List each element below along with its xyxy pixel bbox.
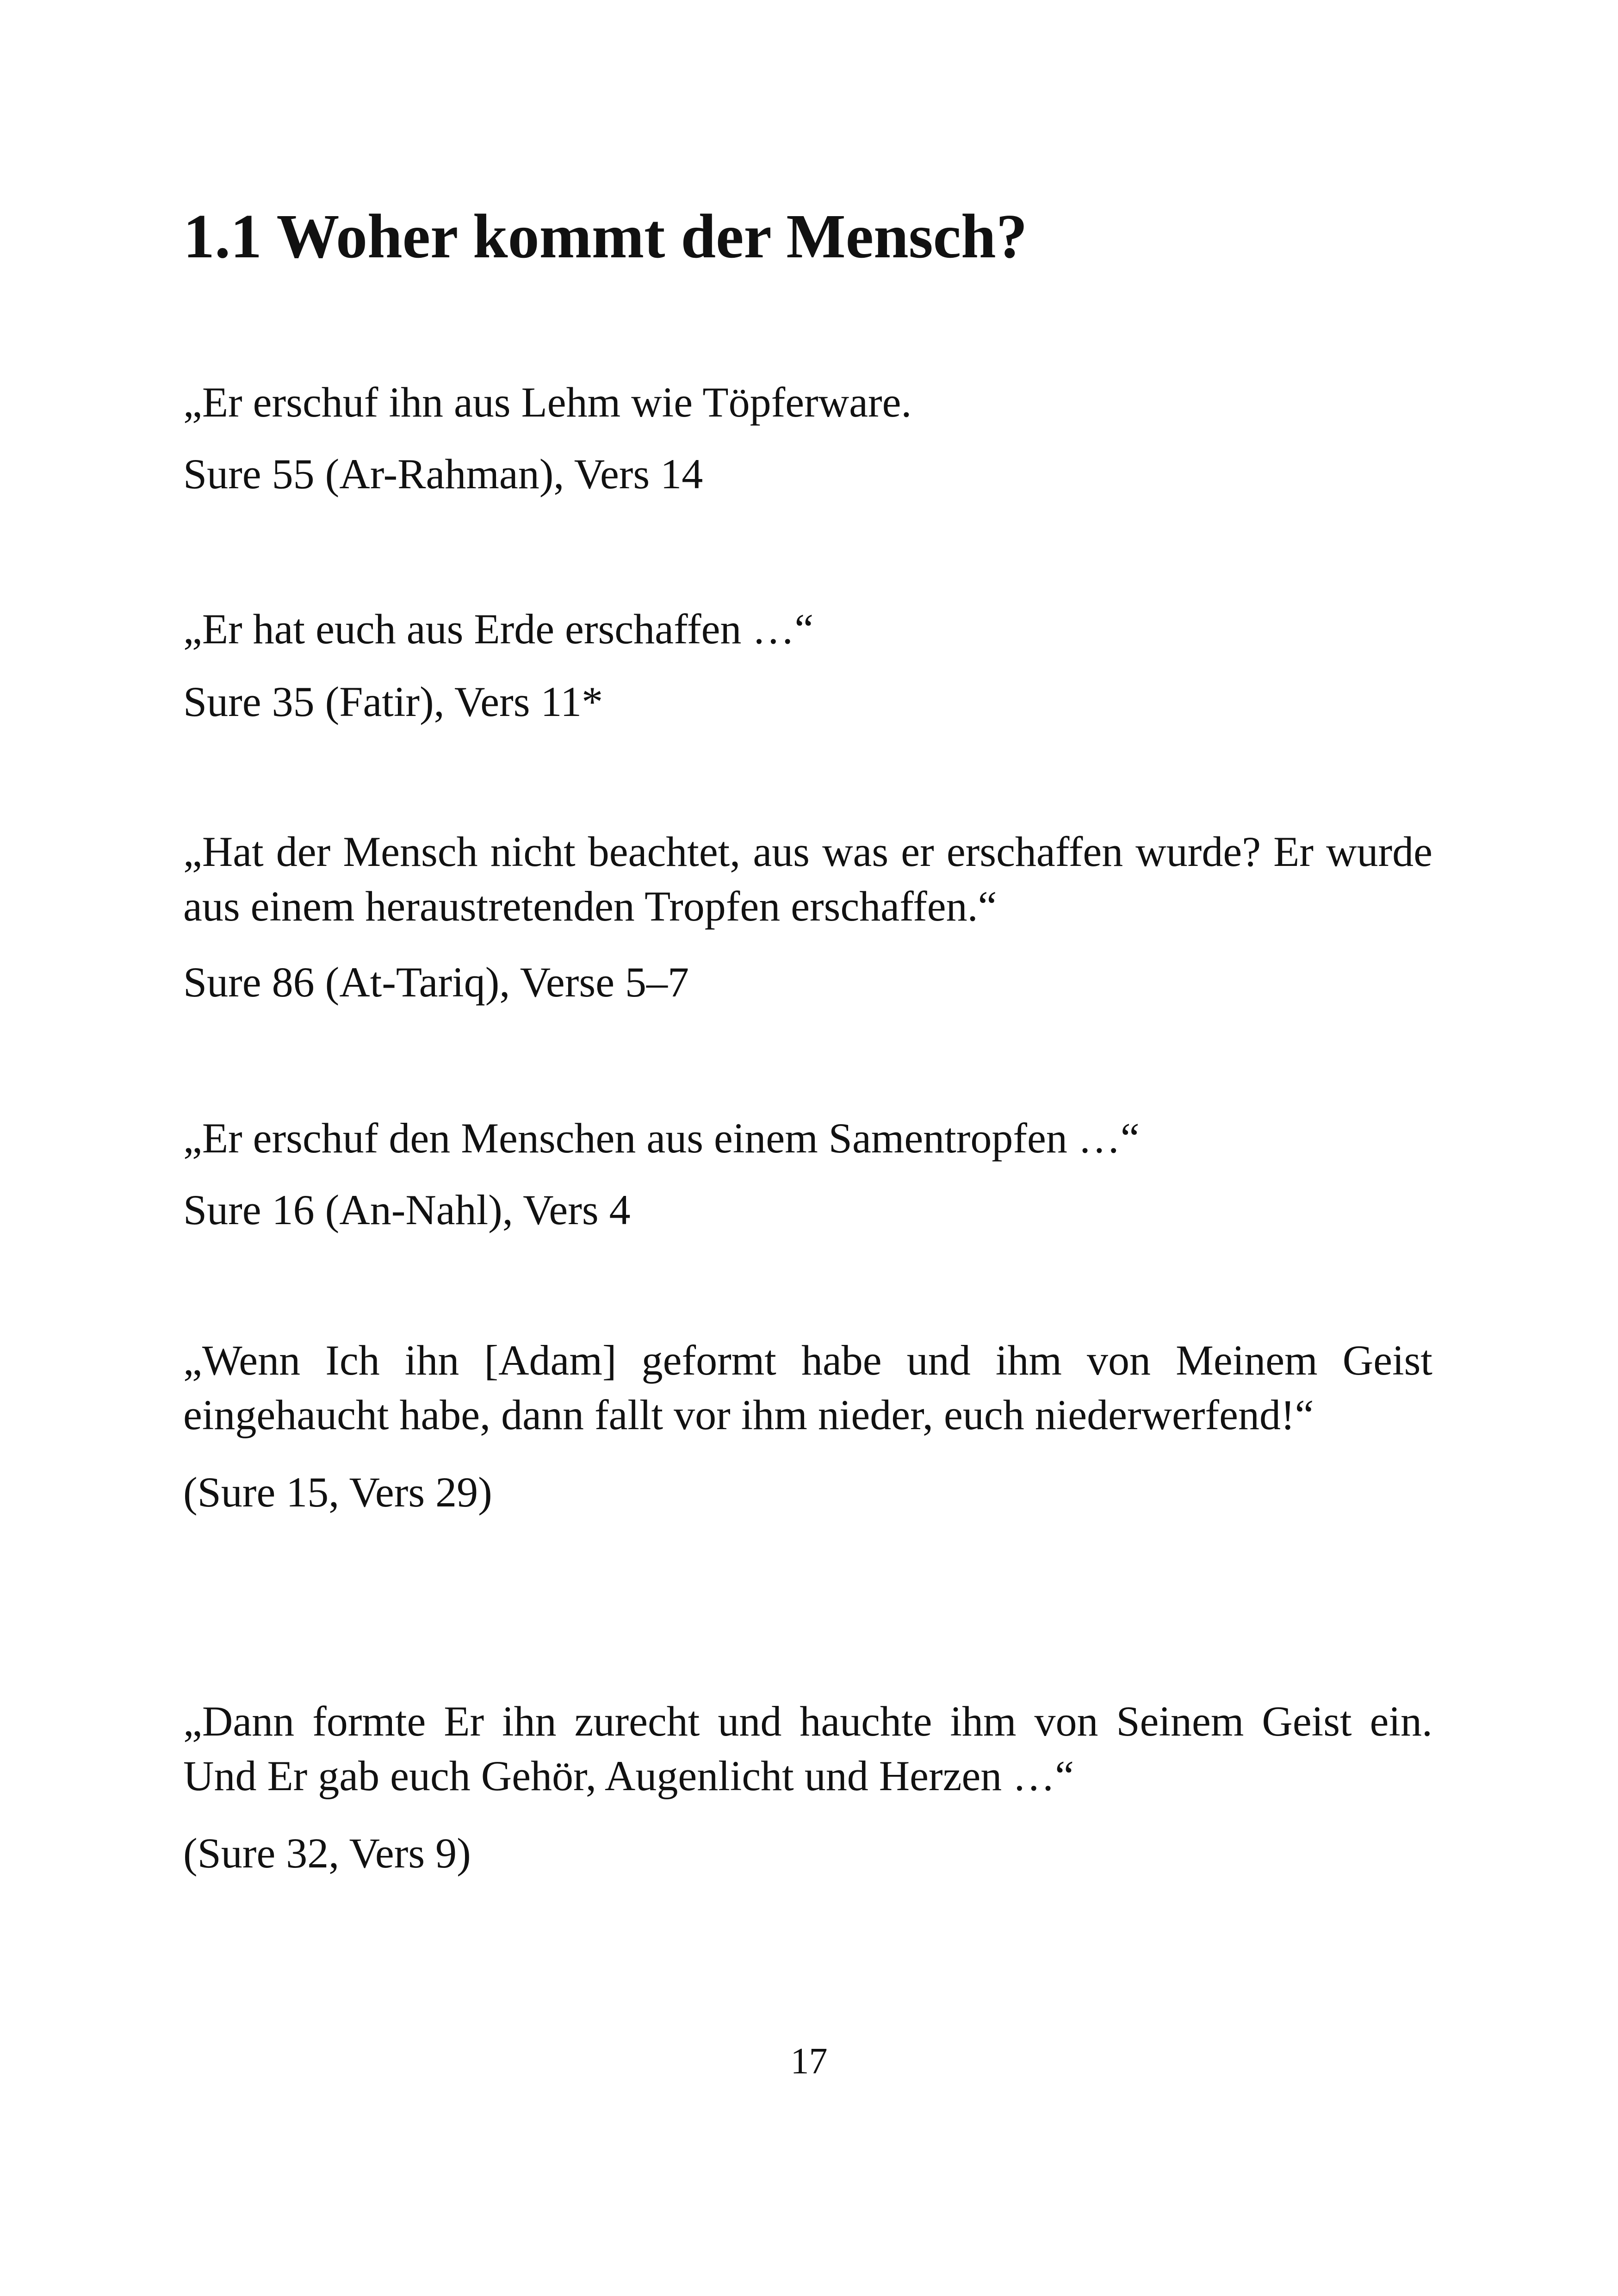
page-number: 17	[790, 2041, 828, 2082]
quote-3: „Hat der Mensch nicht beachtet, aus was er erschaffen wurde? Er wurde aus einem heraustretenden Tropfen erschaffen.“	[183, 828, 1432, 930]
quote-5: „Wenn Ich ihn [Adam] geformt habe und ihm von Meinem Geist eingehaucht habe, dann fallt vor ihm nieder, euch niederwerfend!“	[183, 1337, 1432, 1438]
quote-6: „Dann formte Er ihn zurecht und hauchte ihm von Seinem Geist ein. Und Er gab euch Gehör, Augenlicht und Herzen …“	[183, 1698, 1432, 1799]
quote-2: „Er hat euch aus Erde erschaffen …“	[183, 605, 814, 653]
page-title: 1.1 Woher kommt der Mensch?	[183, 202, 1028, 271]
reference-2: Sure 35 (Fatir), Vers 11*	[183, 678, 603, 725]
quote-4: „Er erschuf den Menschen aus einem Samentropfen …“	[183, 1114, 1140, 1162]
reference-5: (Sure 15, Vers 29)	[183, 1468, 492, 1516]
reference-3: Sure 86 (At-Tariq), Verse 5–7	[183, 958, 689, 1006]
reference-4: Sure 16 (An-Nahl), Vers 4	[183, 1186, 631, 1233]
quote-1: „Er erschuf ihn aus Lehm wie Töpferware.	[183, 379, 912, 426]
reference-1: Sure 55 (Ar-Rahman), Vers 14	[183, 450, 703, 498]
reference-6: (Sure 32, Vers 9)	[183, 1829, 471, 1877]
